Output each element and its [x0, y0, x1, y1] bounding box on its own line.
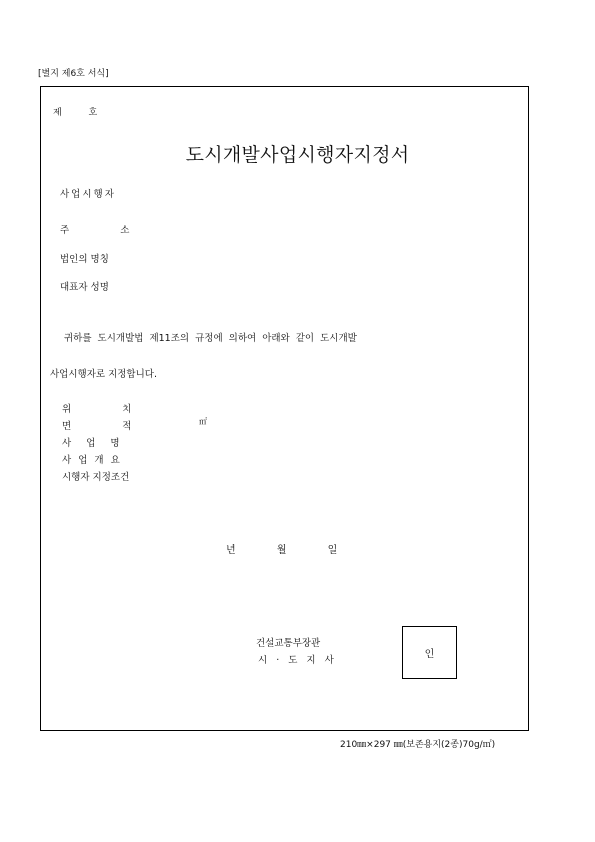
field-representative: 대표자 성명 — [60, 282, 109, 293]
info-project-name: 사 업 명 — [62, 438, 120, 449]
issuer-minister: 건설교통부장관 — [256, 638, 321, 649]
paper-spec: 210㎜×297 ㎜(보존용지(2종)70g/㎡) — [340, 740, 496, 750]
field-corp-name: 법인의 명칭 — [60, 254, 109, 265]
document-title: 도시개발사업시행자지정서 — [185, 144, 410, 166]
info-location: 위 치 — [62, 404, 132, 415]
info-project-overview: 사 업 개 요 — [62, 455, 120, 466]
seal-box — [402, 626, 457, 679]
issuer-governor: 시 · 도 지 사 — [258, 655, 334, 666]
field-address: 주 소 — [60, 225, 130, 236]
body-text-line-1: 귀하를 도시개발법 제11조의 규정에 의하여 아래와 같이 도시개발 — [64, 333, 357, 344]
document-number-label: 제 호 — [53, 108, 98, 118]
field-implementer: 사업시행자 — [60, 189, 116, 200]
info-conditions: 시행자 지정조건 — [62, 472, 130, 483]
body-text-line-2: 사업시행자로 지정합니다. — [50, 369, 157, 380]
area-unit: ㎡ — [199, 417, 207, 426]
info-area: 면 적 — [62, 421, 132, 432]
date-line: 년 월 일 — [226, 545, 338, 556]
seal-label: 인 — [424, 649, 435, 660]
form-label: [별지 제6호 서식] — [38, 69, 109, 79]
